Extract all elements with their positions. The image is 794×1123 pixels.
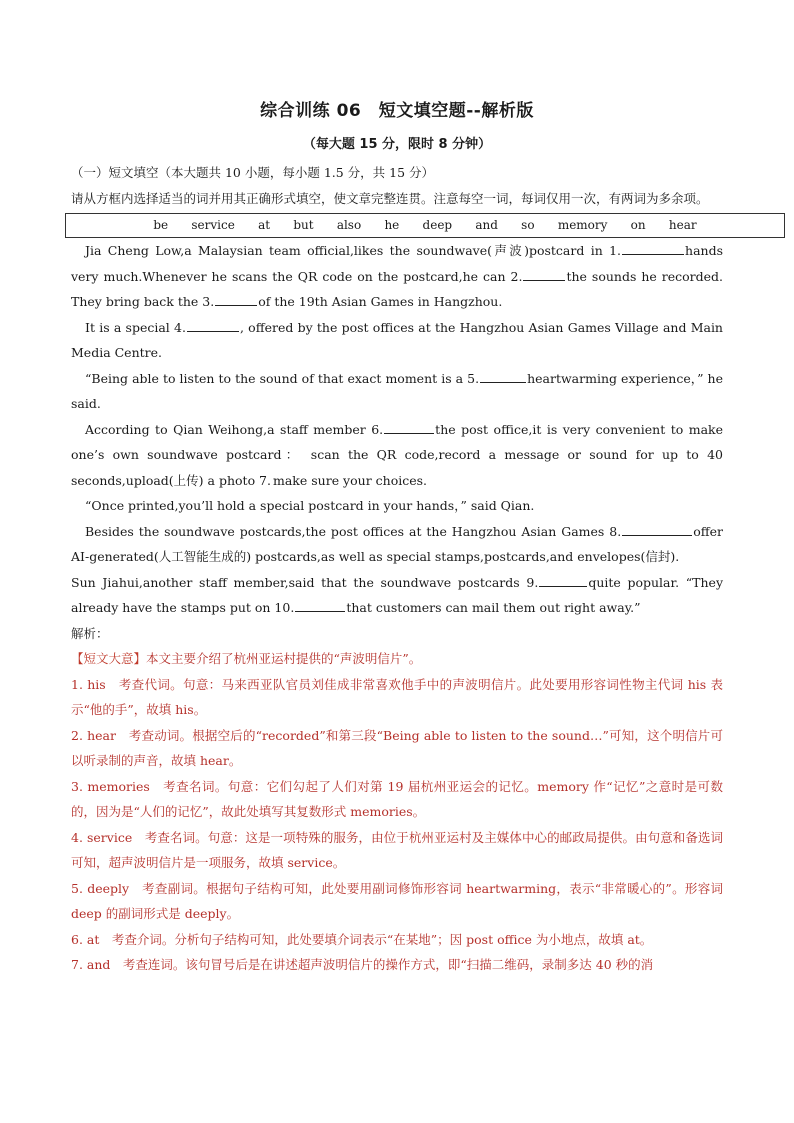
word-box: be service at but also he deep and so memory on hear: [65, 213, 785, 238]
answer-6: 6. at 考查介词。分析句子结构可知，此处要填介词表示“在某地”；因 post office 为小地点，故填 at。: [71, 931, 653, 947]
page-title: 综合训练 06 短文填空题--解析版: [260, 101, 534, 121]
passage-paragraph-2: It is a special 4. , offered by the post offices at the Hangzhou Asian Games Village and Main Media Centre.: [71, 319, 723, 360]
passage-paragraph-7: Sun Jiahui,another staff member,said that the soundwave postcards 9. quite popular. “They already have the stamps put on 10. that customers can mail them out right away.”: [71, 574, 724, 615]
answer-4: 4. service 考查名词。句意：这是一项特殊的服务，由位于杭州亚运村及主媒体中心的邮政局提供。由句意和备选词可知，超声波明信片是一项服务，故填 service。: [71, 829, 723, 870]
summary-text: 【短文大意】本文主要介绍了杭州亚运村提供的“声波明信片”。: [71, 651, 422, 666]
blank-8[interactable]: [622, 522, 692, 536]
section-heading: （一）短文填空（本大题共 10 小题，每小题 1.5 分，共 15 分）: [71, 165, 435, 180]
passage-paragraph-4: According to Qian Weihong,a staff member 6. the post office,it is very convenient to make one’s own soundwave postcard： scan the QR code,record a message or sound for up to 40 seconds,upload(上传) a photo 7. make sure your choices.: [71, 421, 723, 488]
answer-3: 3. memories 考查名词。句意：它们勾起了人们对第 19 届杭州亚运会的记忆。memory 作“记忆”之意时是可数的，因为是“人们的记忆”，故此处填写其复数形式 memories。: [71, 778, 723, 819]
document-body: [71, 160, 723, 978]
blank-5[interactable]: [480, 369, 526, 383]
blank-1[interactable]: [622, 241, 684, 255]
instruction-text: 请从方框内选择适当的词并用其正确形式填空，使文章完整连贯。注意每空一词，每词仅用一次，有两词为多余项。: [71, 190, 709, 206]
page-subtitle: （每大题 15 分，限时 8 分钟）: [302, 137, 492, 152]
blank-10[interactable]: [295, 598, 345, 612]
analysis-label: 解析：: [71, 625, 109, 641]
passage-paragraph-3: “Being able to listen to the sound of that exact moment is a 5. heartwarming experience，” he said.: [71, 370, 723, 411]
blank-2[interactable]: [523, 267, 565, 281]
blank-9[interactable]: [539, 573, 587, 587]
blank-3[interactable]: [215, 292, 257, 306]
passage-paragraph-5: “Once printed,you’ll hold a special postcard in your hands，” said Qian.: [85, 498, 535, 513]
answer-1: 1. his 考查代词。句意：马来西亚队官员刘佳成非常喜欢他手中的声波明信片。此处要用形容词性物主代词 his 表示“他的手”，故填 his。: [71, 676, 723, 717]
answer-7: 7. and 考查连词。该句冒号后是在讲述超声波明信片的操作方式，即“扫描二维码，录制多达 40 秒的消: [71, 957, 654, 972]
passage-paragraph-1: Jia Cheng Low,a Malaysian team official,likes the soundwave(声波)postcard in 1. hands very much.Whenever he scans the QR code on the postcard,he can 2. the sounds he recorded. They bring back the 3. of the 19th Asian Games in Hangzhou.: [71, 243, 723, 309]
summary-tag: 【短文大意】: [71, 651, 147, 666]
answer-2: 2. hear 考查动词。根据空后的“recorded”和第三段“Being able to listen to the sound…”可知，这个明信片可以听录制的声音，故填 hear。: [71, 727, 723, 768]
blank-6[interactable]: [384, 420, 434, 434]
passage-paragraph-6: Besides the soundwave postcards,the post offices at the Hangzhou Asian Games 8. offer AI-generated(人工智能生成的) postcards,as well as special stamps,postcards,and envelopes(信封).: [71, 523, 723, 564]
blank-4[interactable]: [187, 318, 239, 332]
answer-5: 5. deeply 考查副词。根据句子结构可知，此处要用副词修饰形容词 heartwarming，表示“非常暖心的”。形容词 deep 的副词形式是 deeply。: [71, 880, 723, 921]
